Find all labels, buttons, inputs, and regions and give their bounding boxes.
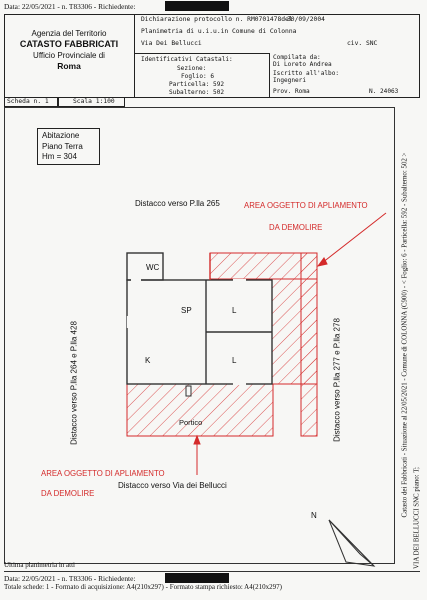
compilatore-name: Di Loreto Andrea: [273, 61, 332, 68]
room-l-lower: L: [232, 356, 237, 365]
dichiarazione-date: 30/09/2004: [287, 16, 325, 23]
footer-redacted-requester: [165, 573, 229, 583]
footer-totale: Totale schede: 1 - Formato di acquisizione: A4(210x297) - Formato stampa richiesto: A4(210x297): [4, 583, 282, 591]
provincia: Prov. Roma: [273, 88, 310, 95]
unit-floor: Piano Terra: [42, 141, 83, 151]
unit-type: Abitazione: [42, 131, 80, 140]
agency-name: Agenzia del Territorio: [31, 29, 107, 38]
room-l-upper: L: [232, 306, 237, 315]
top-data-line: Data: 22/05/2021 - n. T83306 - Richiedente:: [4, 2, 136, 11]
unit-height: Hm = 304: [42, 152, 77, 161]
distacco-bottom-label: Distacco verso Via dei Bellucci: [118, 481, 227, 490]
room-k: K: [145, 356, 151, 365]
footer-ultima: Ultima planimetria in atti: [4, 561, 75, 569]
margin-address-line: VIA DEI BELLUCCI SNC piano: T;: [413, 467, 421, 569]
area-bottom-line1: AREA OGGETTO DI APLIAMENTO: [41, 469, 165, 478]
compilata-label: Compilata da:: [273, 54, 321, 61]
room-sp: SP: [181, 306, 192, 315]
particella-field: Particella: 592: [169, 81, 225, 88]
area-top-line2: DA DEMOLIRE: [269, 223, 323, 232]
room-wc: WC: [146, 263, 160, 272]
footer-divider: [4, 571, 420, 572]
area-top-line1: AREA OGGETTO DI APLIAMENTO: [244, 201, 368, 210]
distacco-right-label: Distacco verso P.lla 277 e P.lla 278: [332, 318, 342, 442]
room-portico: Portico: [179, 418, 203, 427]
north-arrow-icon: [326, 518, 378, 572]
footer-data-line: Data: 22/05/2021 - n. T83306 - Richiedente:: [4, 574, 136, 583]
demolition-area-bottom: [127, 384, 273, 436]
scala-label: Scala 1:100: [73, 98, 115, 105]
area-bottom-arrow: [194, 436, 200, 475]
margin-catasto-line: Catasto dei Fabbricati - Situazione al 22/05/2021 - Comune di COLONNA (C900) - < Foglio: 6 - Particella: 592 - Subalterno: 502 >: [401, 152, 409, 518]
distacco-top-label: Distacco verso P.lla 265: [135, 199, 220, 208]
north-label: N: [311, 511, 317, 520]
area-top-arrow: [318, 213, 386, 266]
agency-ufficio: Ufficio Provinciale di: [33, 51, 105, 60]
distacco-left-label: Distacco verso P.lla 264 e P.lla 428: [69, 321, 79, 445]
foglio-field: Foglio: 6: [181, 73, 215, 80]
iscritto-label: Iscritto all'albo:: [273, 70, 340, 77]
scheda-label: Scheda n. 1: [7, 98, 49, 105]
numero-albo: N. 24063: [369, 88, 399, 95]
dichiarazione: Dichiarazione protocollo n. RM0701478del: [141, 16, 293, 23]
subalterno-field: Subalterno: 502: [169, 89, 225, 96]
identificativi-title: Identificativi Catastali:: [141, 56, 233, 63]
via-address: Via Dei Bellucci: [141, 40, 202, 47]
civico: civ. SNC: [347, 40, 378, 47]
albo-value: Ingegneri: [273, 77, 307, 84]
agency-catasto: CATASTO FABBRICATI: [19, 39, 119, 49]
sezione-field: Sezione:: [177, 65, 207, 72]
area-bottom-line2: DA DEMOLIRE: [41, 489, 95, 498]
planimetria-title: Planimetria di u.i.u.in Comune di Colonna: [141, 28, 297, 35]
agency-city: Roma: [57, 61, 81, 71]
